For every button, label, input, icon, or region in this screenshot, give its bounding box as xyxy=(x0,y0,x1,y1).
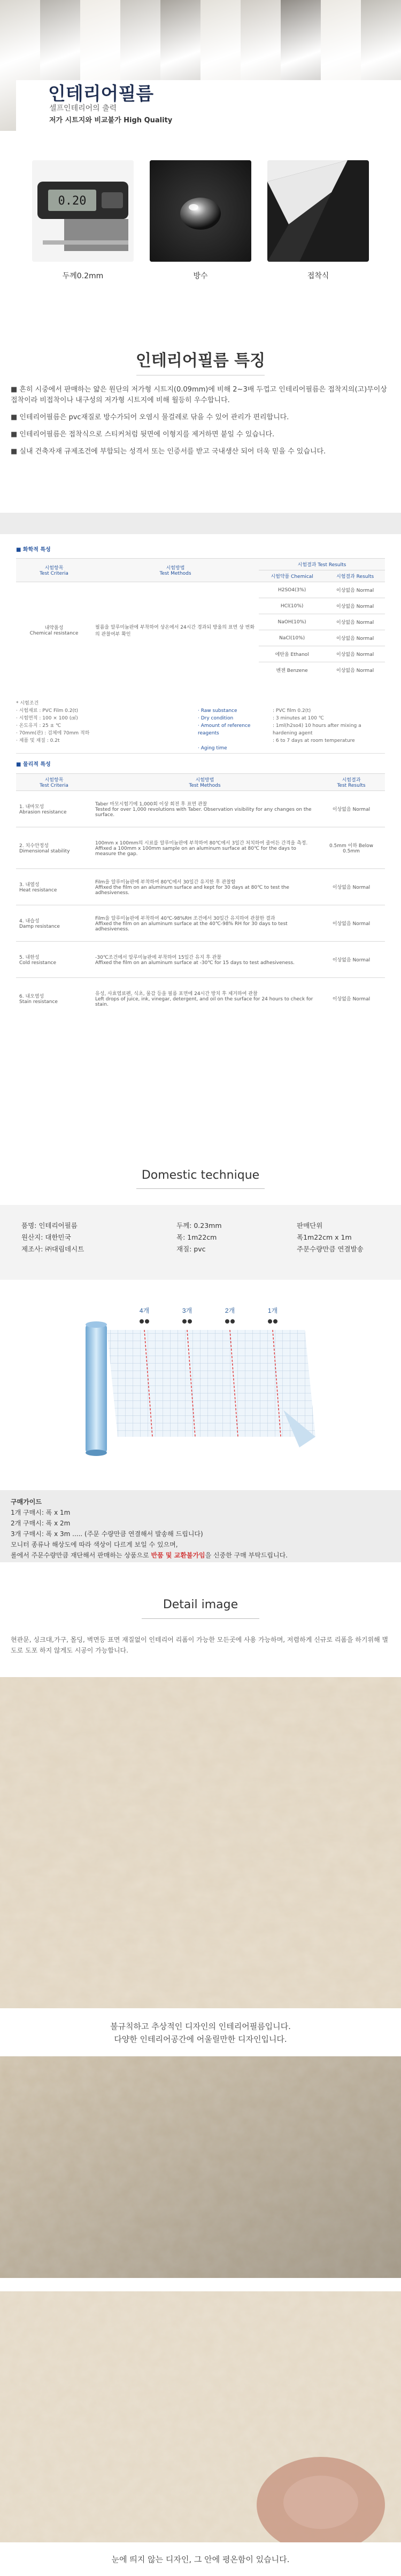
cut-label: 4개 xyxy=(139,1307,150,1314)
product-info-box xyxy=(0,1205,401,1280)
test-item: 내약품성 Chemical resistance xyxy=(16,582,92,678)
info-line: 폭: 1m22cm xyxy=(176,1233,217,1241)
water-drop-icon xyxy=(150,160,251,262)
result-cell: 이상없음 Normal xyxy=(318,869,385,905)
note-line: · 시험재료 : PVC Film 0.2(t) xyxy=(16,708,78,714)
guide-warning xyxy=(11,1550,390,1561)
col-header: 시험항목 Test Criteria xyxy=(16,774,92,791)
result-cell: 이상없음 Normal xyxy=(318,942,385,978)
note-line: · Raw substance xyxy=(198,708,237,714)
test-method: Film을 알루미늄판에 부착하여 80℃에서 30일간 유지한 후 관찰함 Affixed the film on an aluminum surface and kept for 30 days at 80℃ to test the adhesiveness. xyxy=(92,869,318,905)
note-line: : PVC film 0.2(t) xyxy=(273,708,311,714)
marble-texture-image xyxy=(0,2291,401,2542)
info-column-right xyxy=(297,1220,364,1255)
cut-label: 3개 xyxy=(182,1307,192,1314)
caliper-icon xyxy=(32,160,134,262)
chemical-section-label: ■ 화학적 특성 xyxy=(16,547,51,553)
peel-sheet-icon xyxy=(267,160,369,262)
note-line: · 제품 및 재질 : 0.2t xyxy=(16,738,60,743)
detail-photo-2 xyxy=(0,2056,401,2278)
test-method: Film을 알루미늄판에 부착하여 40℃-98%RH 조건에서 30일간 유지하여 관찰한 결과 Affixed the film on an aluminum surface at the 40℃-98% RH for 30 days to test adhesiveness. xyxy=(92,905,318,942)
physical-section-label: ■ 물리적 특성 xyxy=(16,762,51,768)
guide-title: 구매가이드 xyxy=(11,1498,42,1506)
thickness-photo xyxy=(32,160,134,262)
test-method: 필름을 알루미늄판에 부착하여 상온에서 24시간 경과되 방울의 표면 상 번화의 관찰여부 확인 xyxy=(92,582,259,678)
note-line: : 6 to 7 days at room temperature xyxy=(273,738,355,743)
feature-bullet: ■ 인테리어필름은 pvc재질로 방수가되어 오염시 물걸레로 닦을 수 있어 관리가 편리합니다. xyxy=(11,413,289,421)
note-line: · Dry condition xyxy=(198,716,234,721)
cut-label: 1개 xyxy=(267,1307,278,1314)
hero-tagline: 저가 시트지와 비교불가 High Quality xyxy=(49,116,173,124)
caption-line: 불규칙하고 추상적인 디자인의 인테리어필름입니다. xyxy=(110,2022,291,2031)
gauge-readout: 0.20 xyxy=(58,194,87,208)
test-item: 6. 내오염성 Stain resistance xyxy=(16,978,92,1020)
cut-label: 2개 xyxy=(225,1307,235,1314)
purchase-guide xyxy=(0,1490,401,1562)
guide-warning-text: 을 신중한 구매 부탁드립니다. xyxy=(205,1552,288,1559)
note-line: · 70mm(관) : 검체에 70mm 적하 xyxy=(16,731,90,736)
domestic-technique-title: Domestic technique xyxy=(141,1169,260,1182)
test-conditions-en xyxy=(198,707,273,752)
photo-caption: 두께0.2mm xyxy=(62,272,104,280)
result-cell: 이상없음 Normal xyxy=(318,791,385,827)
test-method: 유성, 사효염료펜, 식초, 물감 등을 필름 표면에 24시간 방치 후 제거하여 관찰 Left drops of juice, ink, vinegar, detergent, and oil on the surface for 24 hours to check for stain. xyxy=(92,978,318,1020)
no-return-notice: 반품 및 교환불가임 xyxy=(151,1552,205,1559)
test-item: 2. 치수안정성 Dimensional stability xyxy=(16,827,92,869)
detail-photo-1 xyxy=(0,1677,401,2008)
chem-cell: HCl(10%) xyxy=(259,598,325,614)
info-line: 두께: 0.23mm xyxy=(176,1222,222,1230)
scissors-icon xyxy=(140,1319,277,1324)
guide-line: 1개 구매시: 폭 x 1m xyxy=(11,1509,71,1516)
guide-note: 모니터 종류나 해상도에 따라 색상이 다르게 보일 수 있으며, xyxy=(11,1541,178,1548)
test-item: 3. 내열성 Heat resistance xyxy=(16,869,92,905)
hero-subtitle: 셀프인테리어의 출력 xyxy=(49,104,117,113)
test-item: 5. 내한성 Cold resistance xyxy=(16,942,92,978)
detail-description: 현관문, 싱크대,가구, 몰딩, 벽면등 표면 재질없이 인테리어 리폼이 가능한 모든곳에 사용 가능하며, 저렴하게 신규로 리폼을 하기위해 별도로 도포 하지 않게도 시공이 가능합니다. xyxy=(11,1636,389,1654)
detail-caption xyxy=(0,2020,401,2046)
test-method: Taber 마모시험기에 1,000회 이상 회전 후 표면 관찰 Tested for over 1,000 revolutions with Taber. Observation visibility for any changes on the surface. xyxy=(92,791,318,827)
info-line: 제조사: ㈜대림데시트 xyxy=(21,1245,84,1253)
feature-bullets xyxy=(11,385,390,464)
note-line: · 온도유지 : 25 ± ℃ xyxy=(16,723,61,729)
photo-caption: 방수 xyxy=(193,272,208,280)
note-line: : 1ml(h2so4) 10 hours after mixing a hardening agent xyxy=(273,723,361,736)
test-method: 100mm x 100mm의 시료를 알루미늄판에 부착하여 80℃에서 3일간 처치하여 줄어든 간격을 측정. Affixed a 100mm x 100mm sample on an aluminum surface at 80℃ for the days to measure the gap. xyxy=(92,827,318,869)
col-header: 시험방법 Test Methods xyxy=(92,774,318,791)
chem-cell: 벤젠 Benzene xyxy=(259,662,325,678)
chemical-table xyxy=(16,558,385,678)
section-separator xyxy=(0,513,401,534)
info-line: 폭1m22cm x 1m xyxy=(297,1233,352,1241)
marble-texture-image xyxy=(0,1677,401,2008)
guide-line: 2개 구매시: 폭 x 2m xyxy=(11,1520,71,1527)
divider xyxy=(16,753,385,754)
chem-cell: NaOH(10%) xyxy=(259,614,325,630)
caption-line: 다양한 인테리어공간에 어울릴만한 디자인입니다. xyxy=(114,2034,287,2044)
info-line: 판매단위 xyxy=(297,1222,323,1230)
photo-caption: 접착식 xyxy=(307,272,329,280)
roll-cut-illustration xyxy=(80,1303,326,1463)
features-title: 인테리어필름 특징 xyxy=(135,351,266,370)
feature-photos xyxy=(0,160,401,288)
col-header: 시험결과 Test Results xyxy=(318,774,385,791)
result-cell: 이상없음 Normal xyxy=(318,978,385,1020)
note-line: * 시험조건 xyxy=(16,701,39,706)
guide-line: 3개 구매시: 폭 x 3m ..... (주문 수량만큼 연결해서 발송해 드립니다) xyxy=(11,1530,203,1538)
sub-header: 시험약품 Chemical xyxy=(259,570,325,582)
col-header: 시험방법 Test Methods xyxy=(92,559,259,582)
detail-image-title: Detail image xyxy=(163,1598,238,1611)
result-cell: 이상없음 Normal xyxy=(325,598,385,614)
chem-cell: 에탄올 Ethanol xyxy=(259,646,325,662)
film-roll-icon xyxy=(80,1303,326,1463)
info-line: 재질: pvc xyxy=(176,1245,206,1253)
hero-banner xyxy=(0,0,401,131)
note-line: : 3 minutes at 100 ℃ xyxy=(273,716,324,721)
divider xyxy=(142,1618,259,1619)
info-line: 원산지: 대한민국 xyxy=(21,1233,71,1241)
detail-photo-3 xyxy=(0,2291,401,2542)
result-cell: 0.5mm 이하 Below 0.5mm xyxy=(318,827,385,869)
col-header: 시험항목 Test Criteria xyxy=(16,559,92,582)
test-conditions-ko xyxy=(16,700,123,745)
test-method: -30℃조건에서 알루미늄판에 부착하여 15일간 유지 후 관찰 Affixed the film on an aluminum surface at -30℃ for 15 days to test adhesiveness. xyxy=(92,942,318,978)
page-title: 인테리어필름 xyxy=(48,83,154,105)
col-header: 시험결과 Test Results xyxy=(259,559,385,570)
note-line: · 시험면적 : 100 × 100 (㎠) xyxy=(16,716,78,721)
feature-bullet: ■ 실내 건축자재 규제조건에 부합되는 성격서 또는 인증서를 받고 국내생산 되어 더욱 믿을 수 있습니다. xyxy=(11,448,326,456)
note-line: · Aging time xyxy=(198,746,227,751)
adhesive-photo xyxy=(267,160,369,262)
chem-cell: H2SO4(3%) xyxy=(259,582,325,598)
feature-bullet: ■ 인테리어필름은 접착식으로 스티커처럼 뒷면에 이형지를 제거하면 붙일 수 있습니다. xyxy=(11,430,275,439)
detail-caption: 눈에 띄지 않는 디자인, 그 안에 평온함이 있습니다. xyxy=(111,2555,290,2564)
test-item: 4. 내습성 Damp resistance xyxy=(16,905,92,942)
info-column-left xyxy=(21,1220,84,1255)
feature-bullet: ■ 흔히 시중에서 판매하는 얇은 원단의 저가형 시트지(0.09mm)에 비해 2~3배 두껍고 인테리어필름은 접착지의(고)무이상 접착이라 비접착이나 내구성의 저가형 시트지에 비해 월등히 우수합니다. xyxy=(11,386,387,404)
note-line: · Amount of reference reagents xyxy=(198,723,251,736)
physical-table xyxy=(16,773,385,1020)
chem-cell: NaCl(10%) xyxy=(259,630,325,646)
test-conditions-values xyxy=(273,707,385,745)
test-item: 1. 내마모성 Abrasion resistance xyxy=(16,791,92,827)
result-cell: 이상없음 Normal xyxy=(325,582,385,598)
info-line: 주문수량만큼 연결발송 xyxy=(297,1245,364,1253)
divider xyxy=(136,1188,265,1189)
result-cell: 이상없음 Normal xyxy=(325,614,385,630)
result-cell: 이상없음 Normal xyxy=(325,662,385,678)
info-line: 품명: 인테리어필름 xyxy=(21,1222,78,1230)
result-cell: 이상없음 Normal xyxy=(318,905,385,942)
marble-texture-image xyxy=(0,2056,401,2278)
info-column-mid xyxy=(176,1220,222,1255)
result-cell: 이상없음 Normal xyxy=(325,630,385,646)
result-cell: 이상없음 Normal xyxy=(325,646,385,662)
guide-warning-text: 롤에서 주문수량만큼 재단해서 판매하는 상품으로 xyxy=(11,1552,151,1559)
waterproof-photo xyxy=(150,160,251,262)
sub-header: 시험결과 Results xyxy=(325,570,385,582)
